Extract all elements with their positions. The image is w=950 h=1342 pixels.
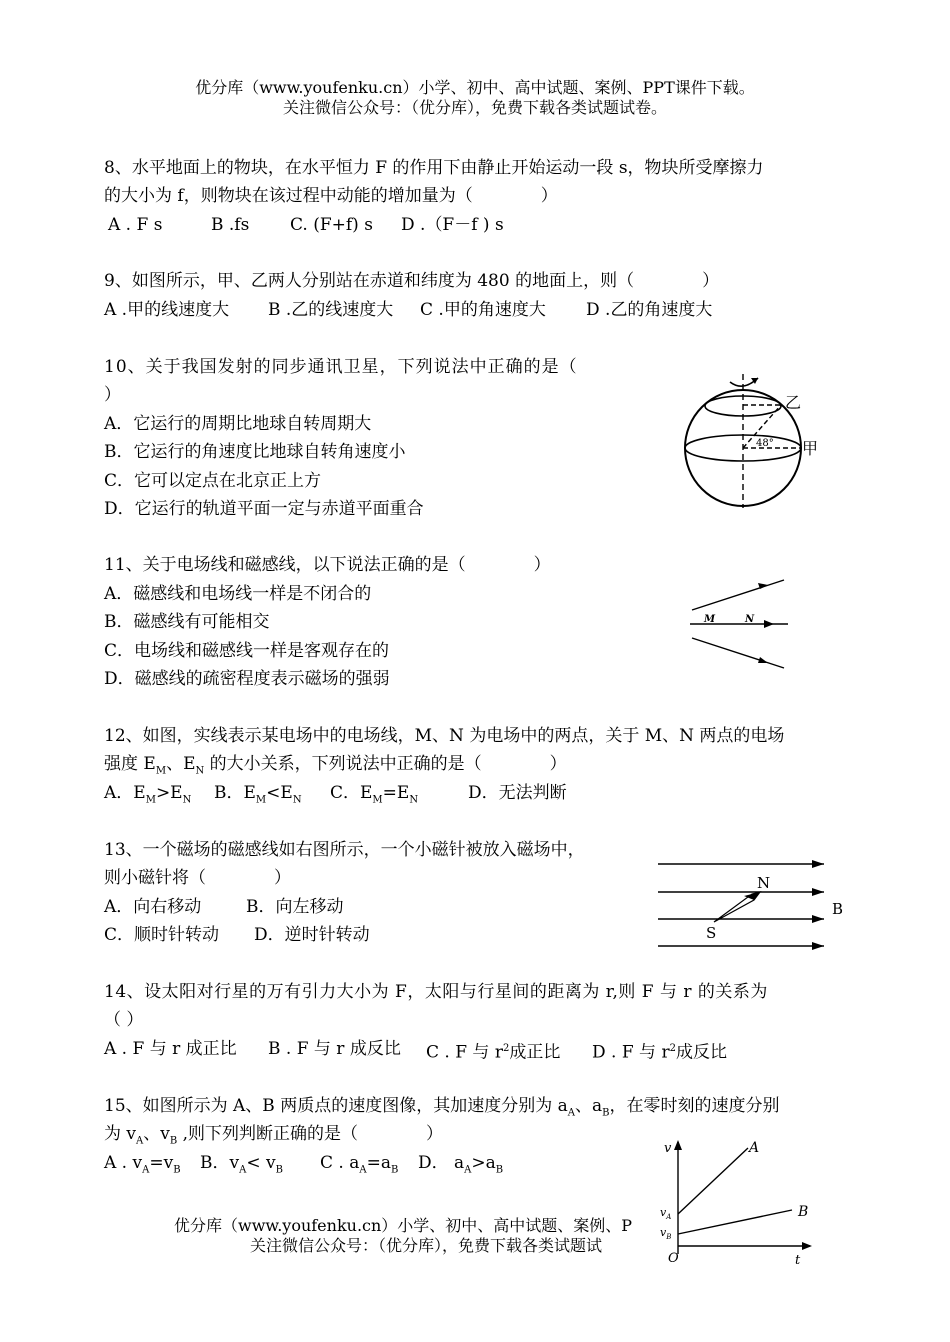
v-axis-label: v [664,1141,672,1156]
q10-line-2: ） [104,385,121,405]
q14-line-1: 14、设太阳对行星的万有引力大小为 F，太阳与行星间的距离为 r,则 F 与 r 的关系为 [104,982,768,1002]
q10-option-b: B．它运行的角速度比地球自转角速度小 [104,442,406,462]
q10-line-1: 10、关于我国发射的同步通讯卫星，下列说法中正确的是（ [104,357,578,377]
header-line-2: 关注微信公众号：（优分库），免费下载各类试题试卷。 [282,98,667,117]
q8-option-b: B .fs [211,215,250,235]
q14-option-a: A . F 与 r 成正比 [104,1039,237,1059]
q9-line-1: 9、如图所示，甲、乙两人分别站在赤道和纬度为 480 的地面上，则（ ） [104,271,720,291]
needle-n-label: N [757,874,771,892]
q15-option-d: D． $a_A>a_B$ [418,1153,504,1176]
q10-option-a: A．它运行的周期比地球自转周期大 [104,414,372,434]
q13-line-2: 则小磁针将（ ） [104,868,291,888]
va-label: $v_A$ [660,1206,672,1221]
field-b-label: B [832,900,844,918]
field-lines-diagram [686,572,796,672]
field-line-bottom-arrow [758,657,768,663]
t-axis-label: t [795,1253,801,1268]
b-line-4-arrow [812,942,824,950]
q11-option-d: D．磁感线的疏密程度表示磁场的强弱 [104,669,390,689]
q13-option-b: B．向左移动 [246,897,344,917]
velocity-time-graph [652,1136,822,1270]
earth-diagram [670,368,830,518]
q13-line-1: 13、一个磁场的磁感线如右图所示，一个小磁针被放入磁场中， [104,840,585,860]
q10-option-c: C．它可以定点在北京正上方 [104,471,322,491]
q11-line-1: 11、关于电场线和磁感线，以下说法正确的是（ ） [104,555,551,575]
b-line-2-arrow [812,888,824,896]
q12-line-2: 强度 $E_M$、$E_N$ 的大小关系，下列说法中正确的是（ ） [104,754,567,777]
needle-s-label: S [706,924,717,942]
magnetic-field-diagram [656,856,856,956]
q8-option-c: C. (F+f) s [290,215,373,235]
q15-line-2: 为 $v_A$、$v_B$ ,则下列判断正确的是（ ） [104,1124,444,1147]
b-line-1-arrow [812,860,824,868]
q12-option-c: C．$E_M=E_N$ [330,783,419,806]
vb-label: $v_B$ [660,1226,672,1241]
q9-option-a: A .甲的线速度大 [104,300,230,320]
q8-option-d: D .（F－f ) s [401,215,504,235]
q13-option-c: C．顺时针转动 [104,925,220,945]
header-line-1: 优分库（www.youfenku.cn）小学、初中、高中试题、案例、PPT课件下载。 [195,78,755,97]
q15-option-a: A . $v_A=v_B$ [104,1153,181,1176]
line-b-label: B [798,1204,809,1220]
q15-line-1: 15、如图所示为 A、B 两质点的速度图像，其加速度分别为 $a_A$、$a_B$，在零时刻的速度分别 [104,1096,780,1119]
q13-option-a: A．向右移动 [104,897,202,917]
q10-option-d: D．它运行的轨道平面一定与赤道平面重合 [104,499,424,519]
angle-label: 48° [756,438,774,449]
field-line-bottom [692,638,784,668]
q12-line-1: 12、如图，实线表示某电场中的电场线，M、N 为电场中的两点，关于 M、N 两点的电场 [104,726,785,746]
yi-label: 乙 [785,393,802,412]
q8-line-2: 的大小为 f，则物块在该过程中动能的增加量为（ ） [104,186,558,206]
q14-option-c: C . F 与 $r^2$成正比 [426,1042,561,1063]
q14-option-d: D . F 与 $r^2$成反比 [592,1042,727,1063]
b-line-3-arrow [812,915,824,923]
jia-label: 甲 [802,439,819,458]
q14-option-b: B . F 与 r 成反比 [268,1039,401,1059]
q14-line-2: （ ） [104,1010,144,1030]
q11-option-b: B．磁感线有可能相交 [104,612,270,632]
q12-option-d: D．无法判断 [468,783,567,803]
footer-line-2: 关注微信公众号：（优分库），免费下载各类试题试 [250,1236,603,1255]
point-n-label: N [745,614,755,625]
q12-option-a: A．$E_M>E_N$ [104,783,192,806]
q11-option-a: A．磁感线和电场线一样是不闭合的 [104,584,372,604]
q13-option-d: D．逆时针转动 [254,925,370,945]
q8-option-a: A . F s [108,215,163,235]
origin-label: O [668,1251,679,1266]
q9-option-c: C .甲的角速度大 [420,300,546,320]
q9-option-b: B .乙的线速度大 [268,300,394,320]
field-line-middle-arrow [764,620,774,628]
q12-option-b: B．$E_M<E_N$ [214,783,302,806]
footer-line-1: 优分库（www.youfenku.cn）小学、初中、高中试题、案例、P [174,1216,633,1235]
q15-option-c: C . $a_A=a_B$ [320,1153,399,1176]
q9-option-d: D .乙的角速度大 [586,300,713,320]
field-line-top [692,580,784,610]
q8-line-1: 8、水平地面上的物块，在水平恒力 F 的作用下由静止开始运动一段 s，物块所受摩擦力 [104,158,764,178]
line-a-label: A [749,1140,760,1156]
point-m-label: M [704,614,716,625]
q11-option-c: C．电场线和磁感线一样是客观存在的 [104,641,390,661]
q15-option-b: B．$v_A< v_B$ [200,1153,283,1176]
